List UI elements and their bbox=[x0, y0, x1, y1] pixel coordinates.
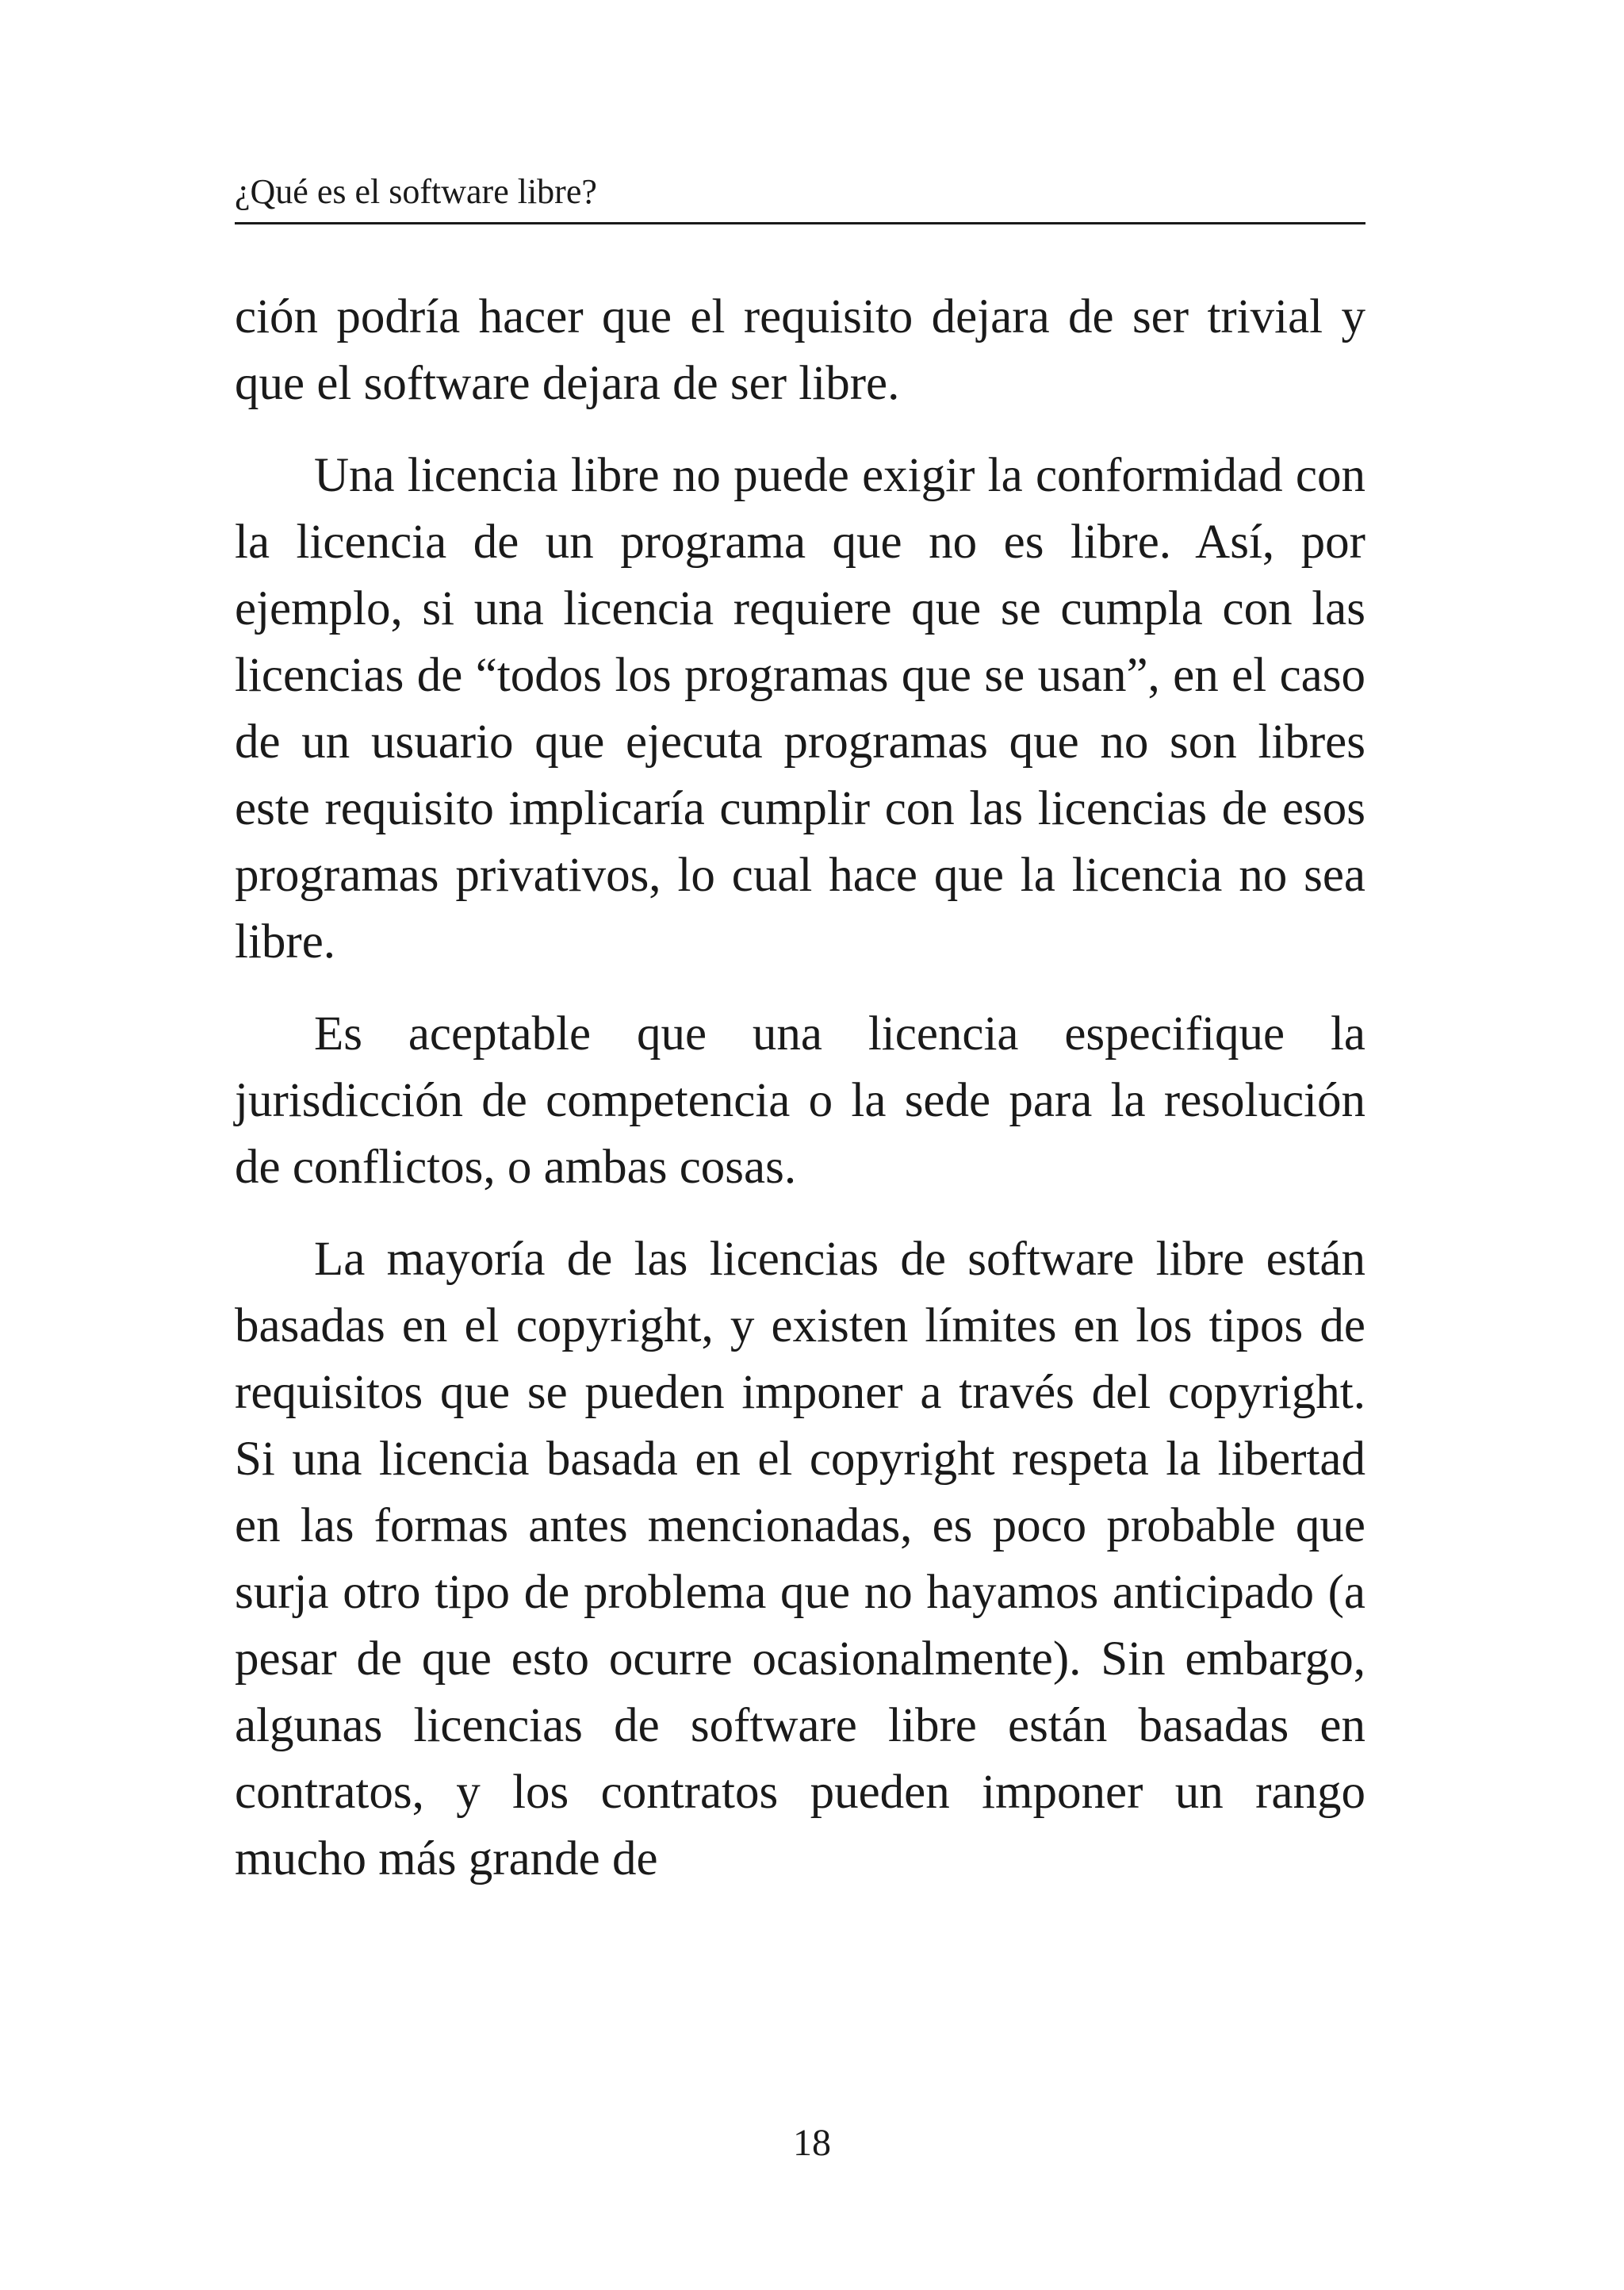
page-number: 18 bbox=[793, 2122, 831, 2164]
paragraph-continuation: ción podría hacer que el requisito dejara de ser trivial y que el software dejara de ser libre. bbox=[235, 290, 1365, 410]
body-text bbox=[235, 284, 1365, 1918]
paragraph: Es aceptable que una licencia especifique la jurisdicción de competencia o la sede para la resolución de conflictos, o ambas cosas. bbox=[235, 1007, 1365, 1194]
header-rule bbox=[235, 222, 1365, 224]
running-header-title: ¿Qué es el software libre? bbox=[235, 172, 597, 211]
paragraph: La mayoría de las licencias de software libre están basadas en el copyright, y existen límites en los tipos de requisitos que se pueden imponer a través del copyright. Si una licencia basada en el copyright respeta la libertad en las formas antes mencionadas, es poco probable que surja otro tipo de problema que no hayamos anticipado (a pesar de que esto ocurre ocasionalmente). Sin embargo, algunas licencias de software libre están basadas en contratos, y los contratos pueden imponer un rango mucho más grande de bbox=[235, 1233, 1365, 1885]
paragraph: Una licencia libre no puede exigir la conformidad con la licencia de un programa que no es libre. Así, por ejemplo, si una licencia requiere que se cumpla con las licencias de “todos los programas que se usan”, en el caso de un usuario que ejecuta programas que no son libres este requisito implicaría cumplir con las licencias de esos programas privativos, lo cual hace que la licencia no sea libre. bbox=[235, 449, 1365, 969]
